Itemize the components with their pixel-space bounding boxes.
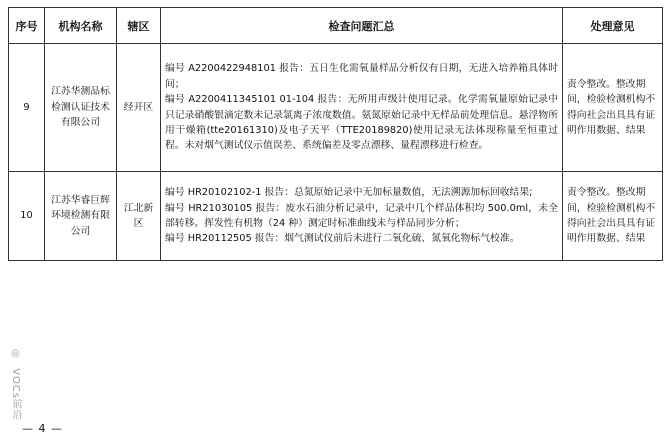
issue-item: 编号 HR20102102-1 报告：总氮原始记录中无加标量数值，无法溯源加标回收结果; (165, 187, 533, 199)
watermark (8, 348, 23, 421)
table-row (9, 172, 663, 261)
issue-item: 编号 A2200422948101 报告：五日生化需氧量样品分析仅有日期，无进入培养箱具体时间； (165, 63, 558, 90)
watermark-text: VOCs前沿 (10, 368, 21, 421)
issue-item: 编号 A2200411345101 01-104 报告：无所用声级计使用记录。化学需氧量原始记录中只记录硝酸银滴定数未记录氯离子浓度数值。氨氮原始记录中无样品前处理信息。悬浮物所用干燥箱(tte20161310)及电子天平（TTE20189820)使用记录无法体现称量至恒重过程。未对烟气测试仪示值误差、系统偏差及零点漂移、量程漂移进行检查。 (165, 94, 558, 152)
org-name: 江苏华睿巨辉环境检测有限公司 (45, 172, 117, 261)
table-header-row (9, 8, 663, 44)
district: 经开区 (117, 44, 161, 172)
org-name: 江苏华测品标检测认证技术有限公司 (45, 44, 117, 172)
issue-summary (161, 44, 563, 172)
header-issues: 检查问题汇总 (161, 8, 563, 44)
row-number: 10 (9, 172, 45, 261)
header-org: 机构名称 (45, 8, 117, 44)
handling-opinion: 责令整改。整改期间，检验检测机构不得向社会出具具有证明作用数据、结果 (563, 172, 663, 261)
row-number: 9 (9, 44, 45, 172)
table-row (9, 44, 663, 172)
district: 江北新区 (117, 172, 161, 261)
header-district: 辖区 (117, 8, 161, 44)
issue-summary (161, 172, 563, 261)
wechat-icon: ◎ (10, 348, 21, 360)
issue-item: 编号 HR21030105 报告：废水石油分析记录中，记录中几个样品体积均 500.0ml，未全部转移。挥发性有机物（24 种）测定时标准曲线未与样品同步分析； (165, 202, 558, 229)
handling-opinion: 责令整改。整改期间，检验检测机构不得向社会出具具有证明作用数据、结果 (563, 44, 663, 172)
header-no: 序号 (9, 8, 45, 44)
page-number: — 4 — (22, 422, 63, 435)
inspection-table (8, 7, 663, 261)
header-opinion: 处理意见 (563, 8, 663, 44)
issue-item: 编号 HR20112505 报告：烟气测试仪前后未进行二氧化硫、氮氧化物标气校准。 (165, 233, 520, 245)
